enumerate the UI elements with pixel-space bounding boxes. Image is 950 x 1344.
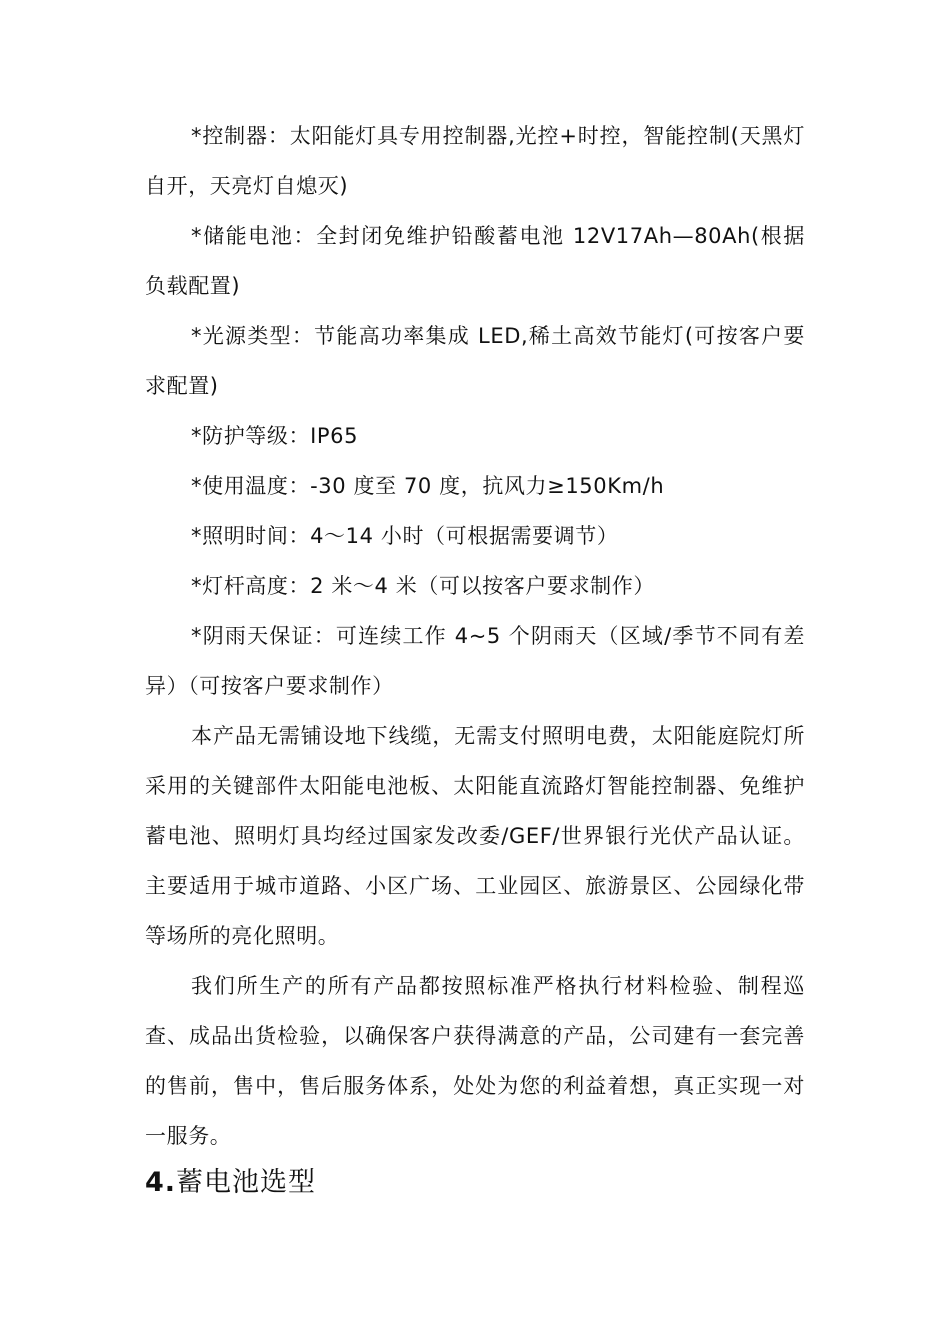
section-number: 4. bbox=[145, 1167, 177, 1198]
spec-protection-level: *防护等级：IP65 bbox=[191, 424, 359, 448]
spec-battery: *储能电池：全封闭免维护铅酸蓄电池 12V17Ah—80Ah(根据负载配置) bbox=[145, 224, 805, 298]
product-description-paragraph: 本产品无需铺设地下线缆，无需支付照明电费，太阳能庭院灯所采用的关键部件太阳能电池板、太阳能直流路灯智能控制器、免维护蓄电池、照明灯具均经过国家发改委/GEF/世界银行光伏产品认证。主要适用于城市道路、小区广场、工业园区、旅游景区、公园绿化带等场所的亮化照明。 bbox=[145, 724, 805, 948]
quality-service-paragraph: 我们所生产的所有产品都按照标准严格执行材料检验、制程巡查、成品出货检验，以确保客户获得满意的产品，公司建有一套完善的售前，售中，售后服务体系，处处为您的利益着想，真正实现一对一服务。 bbox=[145, 974, 805, 1148]
spec-light-source: *光源类型：节能高功率集成 LED,稀土高效节能灯(可按客户要求配置) bbox=[145, 324, 805, 398]
spec-controller: *控制器：太阳能灯具专用控制器,光控+时控，智能控制(天黑灯自开，天亮灯自熄灭) bbox=[145, 124, 805, 198]
document-body bbox=[145, 111, 805, 1205]
spec-lighting-time: *照明时间：4～14 小时（可根据需要调节） bbox=[191, 524, 619, 548]
spec-rainy-days: *阴雨天保证：可连续工作 4~5 个阴雨天（区域/季节不同有差异）（可按客户要求制作） bbox=[145, 624, 805, 698]
spec-operating-temperature: *使用温度：-30 度至 70 度，抗风力≥150Km/h bbox=[191, 474, 665, 498]
section-title: 蓄电池选型 bbox=[176, 1167, 317, 1198]
section-heading bbox=[145, 1161, 805, 1205]
spec-pole-height: *灯杆高度：2 米～4 米（可以按客户要求制作） bbox=[191, 574, 655, 598]
